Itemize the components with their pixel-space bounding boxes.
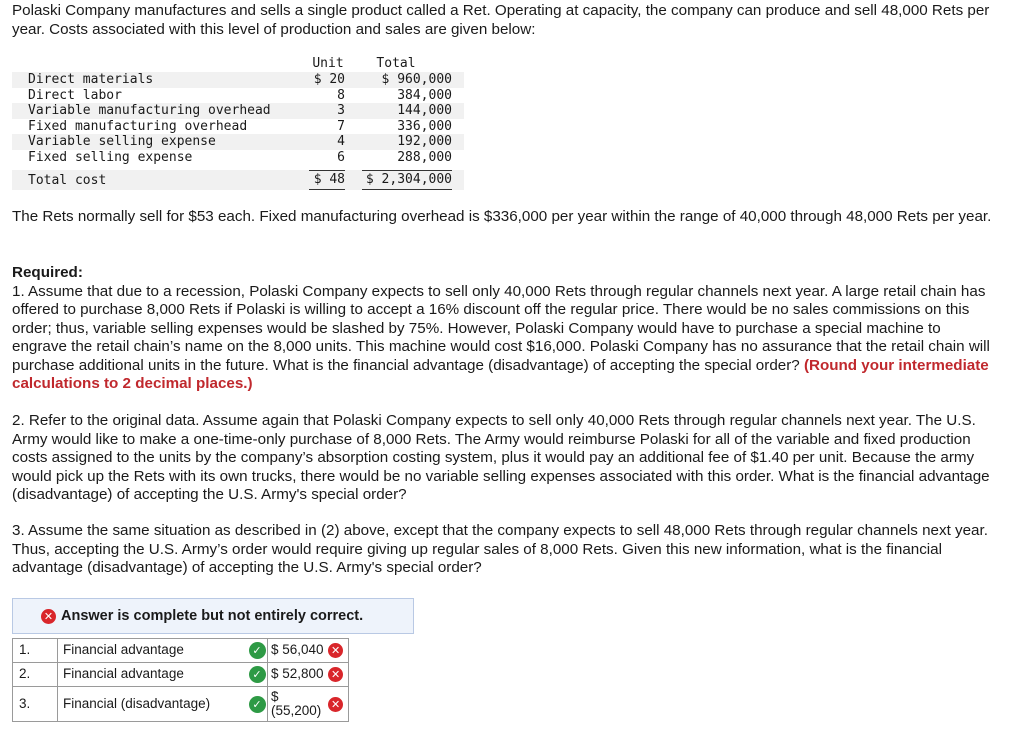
- cost-unit: 7: [337, 118, 345, 134]
- cost-total: 384,000: [397, 87, 452, 103]
- cost-label: Variable selling expense: [28, 134, 216, 150]
- answer-value-input[interactable]: $ 56,040: [268, 639, 324, 663]
- cost-label: Variable manufacturing overhead: [28, 103, 271, 119]
- cost-unit: 4: [337, 134, 345, 150]
- cost-unit: 6: [337, 149, 345, 165]
- answer-table: [12, 638, 349, 722]
- answer-value: (55,200): [271, 703, 322, 718]
- cost-row: [12, 150, 464, 166]
- x-circle-icon: ✕: [41, 609, 56, 624]
- cost-label: Direct labor: [28, 87, 122, 103]
- currency-symbol: $: [271, 689, 279, 704]
- cost-total: 192,000: [397, 134, 452, 150]
- total-cost-total: $ 2,304,000: [362, 170, 452, 191]
- cost-table-header: [12, 56, 464, 72]
- cost-total: 336,000: [397, 118, 452, 134]
- cost-table: [12, 56, 464, 190]
- answer-number: 3.: [13, 687, 58, 722]
- total-cost-row: [12, 170, 464, 190]
- x-circle-icon: ✕: [328, 643, 343, 658]
- cost-unit: $ 20: [313, 72, 345, 87]
- answer-number: 2.: [13, 663, 58, 687]
- total-column-header: Total: [376, 56, 416, 71]
- cost-row: [12, 88, 464, 104]
- total-cost-label: Total cost: [28, 172, 107, 188]
- answer-label-select[interactable]: Financial advantage: [58, 663, 248, 687]
- answer-label-select[interactable]: Financial (disadvantage): [58, 687, 248, 722]
- check-circle-icon: ✓: [249, 642, 266, 659]
- cost-total: $ 960,000: [381, 72, 452, 87]
- x-circle-icon: ✕: [328, 697, 343, 712]
- problem-intro: Polaski Company manufactures and sells a single product called a Ret. Operating at capacity, the company can produce and sell 48,000 Rets per year. Costs associated with this level of production and sales are given below:: [12, 2, 990, 38]
- answer-label-select[interactable]: Financial advantage: [58, 639, 248, 663]
- answer-value-input[interactable]: $ 52,800: [268, 663, 324, 687]
- answer-row: [13, 687, 349, 722]
- answer-number: 1.: [13, 639, 58, 663]
- answer-value-input[interactable]: [268, 687, 324, 722]
- answer-status-banner: [12, 598, 414, 634]
- question-1: [12, 283, 992, 394]
- unit-column-header: Unit: [312, 56, 344, 71]
- cost-row: [12, 103, 464, 119]
- x-circle-icon: ✕: [328, 667, 343, 682]
- cost-total: 144,000: [397, 103, 452, 119]
- rounding-note: (Round your intermediate calculations to 2 decimal places.): [12, 356, 989, 392]
- cost-row: [12, 119, 464, 135]
- cost-label: Fixed manufacturing overhead: [28, 118, 248, 134]
- answer-status-text: Answer is complete but not entirely correct.: [61, 607, 364, 624]
- selling-price-paragraph: The Rets normally sell for $53 each. Fixed manufacturing overhead is $336,000 per year within the range of 40,000 through 48,000 Rets per year.: [12, 208, 992, 225]
- cost-unit: 3: [337, 103, 345, 119]
- check-circle-icon: ✓: [249, 666, 266, 683]
- required-section: [12, 264, 992, 394]
- answer-row: [13, 639, 349, 663]
- cost-unit: 8: [337, 87, 345, 103]
- cost-row: [12, 134, 464, 150]
- cost-row: [12, 72, 464, 88]
- cost-label: Direct materials: [28, 72, 154, 87]
- cost-total: 288,000: [397, 149, 452, 165]
- question-1-text: 1. Assume that due to a recession, Polaski Company expects to sell only 40,000 Rets through regular channels next year. A large retail chain has offered to purchase 8,000 Rets if Polaski is willing to accept a 16% discount off the regular price. There would be no sales commissions on this order; thus, variable selling expenses would be slashed by 75%. However, Polaski Company would have to purchase a special machine to engrave the retail chain’s name on the 8,000 units. This machine would cost $16,000. Polaski Company has no assurance that the retail chain will purchase additional units in the future. What is the financial advantage (disadvantage) of accepting the special order?: [12, 282, 990, 374]
- question-3: 3. Assume the same situation as described in (2) above, except that the company expects to sell 48,000 Rets through regular channels next year. Thus, accepting the U.S. Army’s order would require giving up regular sales of 8,000 Rets. Given this new information, what is the financial advantage (disadvantage) of accepting the U.S. Army's special order?: [12, 522, 988, 576]
- check-circle-icon: ✓: [249, 696, 266, 713]
- total-cost-unit: $ 48: [309, 170, 345, 191]
- answer-row: [13, 663, 349, 687]
- required-heading: Required:: [12, 264, 83, 281]
- cost-label: Fixed selling expense: [28, 149, 193, 165]
- question-2: 2. Refer to the original data. Assume again that Polaski Company expects to sell only 40,000 Rets through regular channels next year. The U.S. Army would like to make a one-time-only purchase of 8,000 Rets. The Army would reimburse Polaski for all of the variable and fixed production costs assigned to the units by the company’s absorption costing system, plus it would pay an additional fee of $1.40 per unit. Because the army would pick up the Rets with its own trucks, there would be no variable selling expenses associated with this order. What is the financial advantage (disadvantage) of accepting the U.S. Army's special order?: [12, 412, 990, 503]
